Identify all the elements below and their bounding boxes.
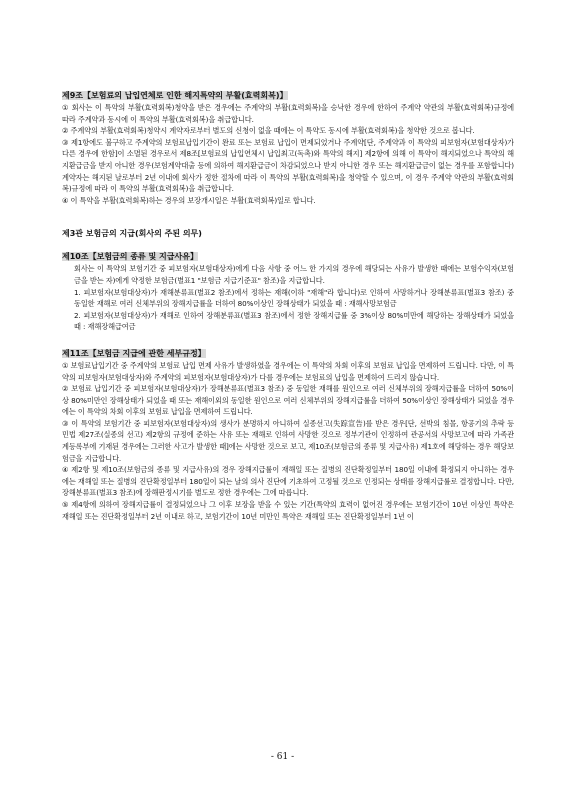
article-11-paragraph-2: ② 보험료 납입기간 중 피보험자(보험대상자)가 장해분류표(별표3 참조) 중 동일한 재해를 원인으로 여러 신체부위의 장해지급률을 더하여 50%이상 80%미만인 장해상태가 되었을 때 또는 재해이외의 동일한 원인으로 여러 신체부위의 장해지급률을 더하여 50%이상인 장해상태가 되었을 경우에는 이 특약의 차회 이후의 보험료 납입을 면제하여 드립니다. <box>62 384 514 417</box>
article-11-paragraph-1: ① 보험료납입기간 중 주계약의 보험료 납입 면제 사유가 발생하였을 경우에는 이 특약의 차회 이후의 보험료 납입을 면제하여 드립니다. 다만, 이 특약의 피보험자(보험대상자)와 주계약의 피보험자(보험대상자)가 다를 경우에는 보험료의 납입을 면제하여 드리지 않습니다. <box>62 360 514 382</box>
article-9-paragraph-2: ② 주계약의 부활(효력회복)청약시 계약자로부터 별도의 신청이 없을 때에는 이 특약도 동시에 부활(효력회복)을 청약한 것으로 봅니다. <box>62 126 475 136</box>
article-9-title: 제9조【보험료의 납입연체로 인한 해지특약의 부활(효력회복)】 <box>62 91 288 100</box>
article-9-paragraph-1: ① 회사는 이 특약의 부활(효력회복)청약을 받은 경우에는 주계약의 부활(효력회복)을 승낙한 경우에 한하여 주계약 약관의 부활(효력회복)규정에 따라 주계약과 동시에 이 특약의 부활(효력회복)을 취급합니다. <box>62 103 514 124</box>
section-3-title: 제3관 보험금의 지급(회사의 주된 의무) <box>62 229 202 239</box>
article-11-paragraph-3: ③ 이 특약의 보험기간 중 피보험자(보험대상자)의 생사가 분명하지 아니하여 실종선고(失踪宣告)를 받은 경우[단, 선박의 침몰, 항공기의 추락 등 민법 제27조(실종의 선고) 제2항의 규정에 준하는 사유 또는 재해로 인하여 사망한 것으로 정부기관이 인정하여 관공서의 사망보고에 따라 가족관계등록부에 기재된 경우에는 그러한 사고가 발생한 때]에는 사망한 것으로 보고, 제10조(보험금의 종류 및 지급사유) 제1호에 해당하는 경우 해당보험금을 지급합니다. <box>62 418 514 463</box>
article-11-title: 제11조【보험금 지급에 관한 세부규정】 <box>62 348 206 358</box>
article-9-paragraph-3: ③ 제1항에도 불구하고 주계약의 보험료납입기간이 완료 또는 보험료 납입이 면제되었거나 주계약[단, 주계약과 이 특약의 피보험자(보험대상자)가 다른 경우에 한함]이 소멸된 경우로서 제8조[보험료의 납입연체시 납입최고(독촉)와 특약의 해지] 제2항에 의해 이 특약이 해지되었으나 특약의 해지환급금을 받지 아니한 경우(보험계약대출 등에 의하여 해지환급금이 차감되었으나 받지 아니한 경우 또는 해지환급금이 없는 경우를 포함합니다) 계약자는 해지된 날로부터 2년 이내에 회사가 정한 절차에 따라 이 특약의 부활(효력회복)을 청약할 수 있으며, 이 경우 주계약 약관의 부활(효력회복)규정에 따라 이 특약의 부활(효력회복)을 취급합니다. <box>62 137 514 194</box>
article-10-item-2: 2. 피보험자(보험대상자)가 재해로 인하여 장해분류표(별표3 참조)에서 정한 장해지급률 중 3%이상 80%미만에 해당하는 장해상태가 되었을 때 : 재해장해급여금 <box>74 310 514 332</box>
article-11-paragraph-4: ④ 제2항 및 제10조(보험금의 종류 및 지급사유)의 경우 장해지급률이 재해일 또는 질병의 진단확정일부터 180일 이내에 확정되지 아니하는 경우에는 재해일 또는 질병의 진단확정일부터 180일이 되는 날의 의사 진단에 기초하여 고정될 것으로 인정되는 상태를 장해지급률로 결정합니다. 다만, 장해분류표(별표3 참조)에 장해판정시기를 별도로 정한 경우에는 그에 따릅니다. <box>62 465 514 498</box>
article-11-paragraph-5: ⑤ 제4항에 의하여 장해지급률이 결정되었으나 그 이후 보장을 받을 수 있는 기간(특약의 효력이 없어진 경우에는 보험기간이 10년 이상인 특약은 재해일 또는 진단확정일부터 2년 이내로 하고, 보험기간이 10년 미만인 특약은 재해일 또는 진단확정일부터 1년 이 <box>62 500 514 521</box>
article-10-intro: 회사는 이 특약의 보험기간 중 피보험자(보험대상자)에게 다음 사항 중 어느 한 가지의 경우에 해당되는 사유가 발생한 때에는 보험수익자(보험금을 받는 자)에게 약정한 보험금(별표1 "보험금 지급기준표" 참조)을 지급합니다. <box>74 264 514 285</box>
article-10-item-1: 1. 피보험자(보험대상자)가 재해분류표(별표2 참조)에서 정하는 재해(이하 "재해"라 합니다)로 인하여 사망하거나 장해분류표(별표3 참조) 중 동일한 재해로 여러 신체부위의 장해지급률을 더하여 80%이상인 장해상태가 되었을 때 : 재해사망보험금 <box>74 287 514 309</box>
article-9-paragraph-4: ④ 이 특약을 부활(효력회복)하는 경우의 보장개시일은 부활(효력회복)일로 합니다. <box>62 195 316 205</box>
page-content <box>62 90 514 522</box>
page-number: - 61 - <box>270 752 295 762</box>
article-10-title: 제10조【보험금의 종류 및 지급사유】 <box>62 252 198 262</box>
